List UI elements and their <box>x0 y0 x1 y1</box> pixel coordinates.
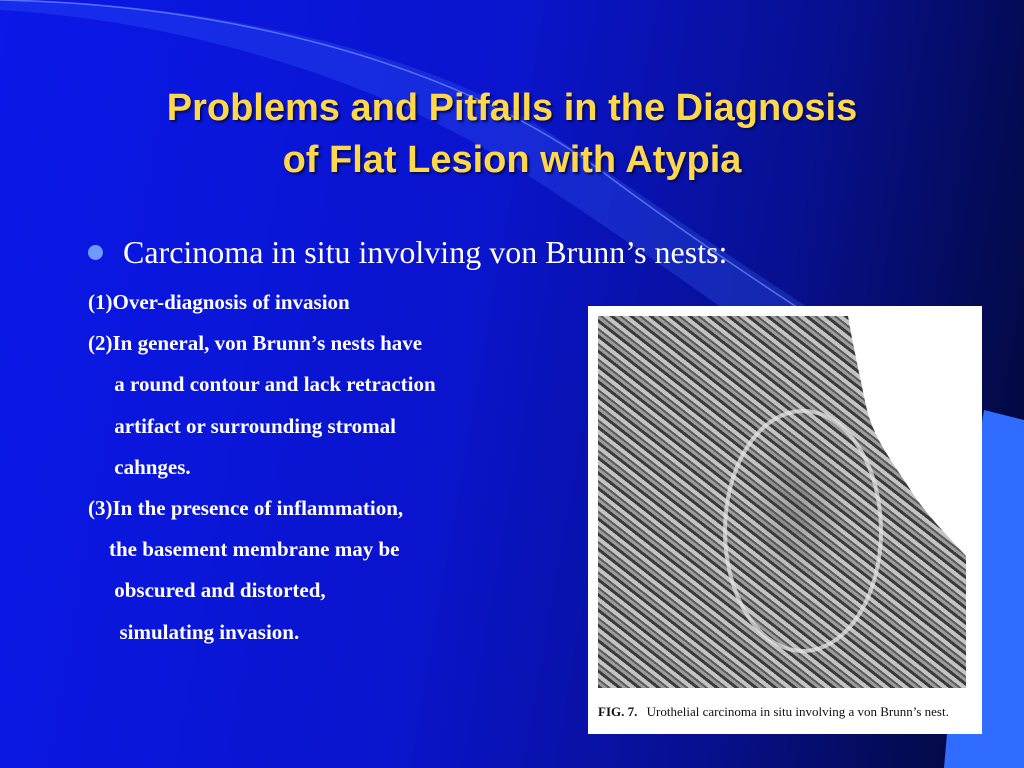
bullet-text: Carcinoma in situ involving von Brunn’s nests: <box>123 234 728 270</box>
detail-list <box>88 282 436 653</box>
detail-line: a round contour and lack retraction <box>88 372 436 397</box>
detail-line: artifact or surrounding stromal <box>88 413 396 438</box>
caption-text: Urothelial carcinoma in situ involving a von Brunn’s nest. <box>646 704 949 719</box>
detail-line: the basement membrane may be <box>88 537 400 562</box>
micrograph-blank-area <box>598 316 966 688</box>
detail-line: obscured and distorted, <box>88 578 326 603</box>
figure-caption <box>598 704 972 720</box>
detail-line: (1)Over-diagnosis of invasion <box>88 290 350 314</box>
detail-line: (3)In the presence of inflammation, <box>88 495 404 520</box>
micrograph-image <box>598 316 966 688</box>
bullet-dot-icon <box>88 245 103 260</box>
detail-line: simulating invasion. <box>88 619 300 644</box>
slide-title <box>60 82 964 186</box>
detail-line: (2)In general, von Brunn’s nests have <box>88 331 423 356</box>
detail-line: cahnges. <box>88 454 191 479</box>
main-bullet <box>88 232 727 272</box>
histology-figure <box>588 306 982 734</box>
caption-label: FIG. 7. <box>598 704 638 719</box>
title-line-1: Problems and Pitfalls in the Diagnosis <box>166 87 858 129</box>
title-line-2: of Flat Lesion with Atypia <box>282 139 742 181</box>
